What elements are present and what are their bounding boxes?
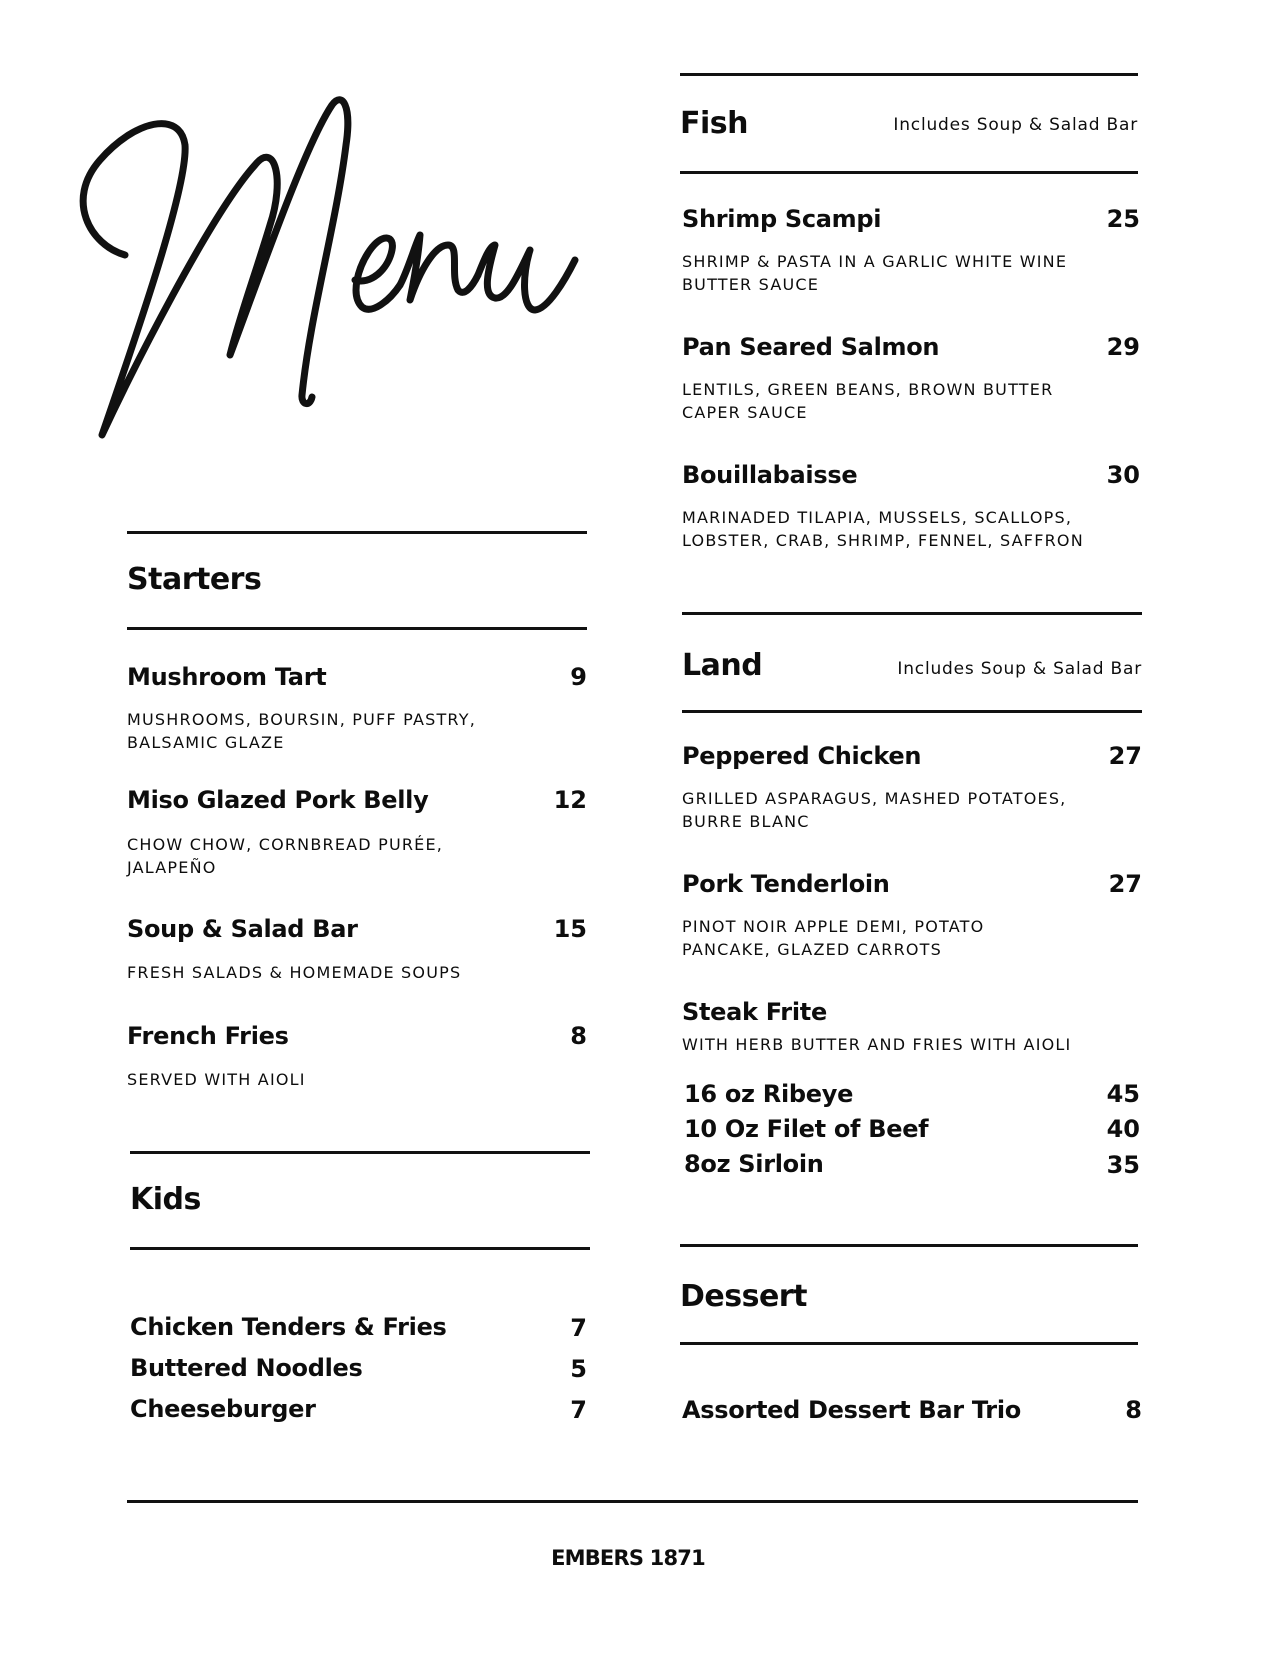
starters-bottom-rule — [127, 627, 587, 630]
land-bottom-rule — [682, 710, 1142, 713]
land-note: Includes Soup & Salad Bar — [897, 659, 1142, 679]
land-heading: Land — [682, 648, 763, 683]
steak-cut-name: 10 Oz Filet of Beef — [684, 1115, 929, 1143]
fish-heading: Fish — [680, 106, 748, 141]
fish-top-rule — [680, 73, 1138, 76]
fish-note: Includes Soup & Salad Bar — [893, 115, 1138, 135]
land-item-name: Pork Tenderloin — [682, 870, 890, 898]
starter-name: Miso Glazed Pork Belly — [127, 786, 429, 814]
fish-item-name: Bouillabaisse — [682, 461, 858, 489]
fish-item-price: 30 — [1106, 461, 1140, 489]
land-item-desc: PINOT NOIR APPLE DEMI, POTATO PANCAKE, GLAZED CARROTS — [682, 917, 985, 959]
starter-price: 15 — [553, 915, 587, 943]
steak-cut-price: 35 — [1106, 1151, 1140, 1179]
steak-cut-price: 40 — [1106, 1115, 1140, 1143]
steak-frite-name: Steak Frite — [682, 998, 827, 1026]
starter-desc: MUSHROOMS, BOURSIN, PUFF PASTRY, BALSAMIC GLAZE — [127, 710, 476, 752]
starter-name: Mushroom Tart — [127, 663, 327, 691]
kids-item-price: 7 — [570, 1396, 587, 1424]
kids-heading: Kids — [130, 1182, 201, 1217]
starters-heading: Starters — [127, 562, 262, 597]
starter-name: French Fries — [127, 1022, 289, 1050]
starters-top-rule — [127, 531, 587, 534]
fish-item-desc: SHRIMP & PASTA IN A GARLIC WHITE WINE BUTTER SAUCE — [682, 252, 1068, 294]
starter-price: 8 — [570, 1022, 587, 1050]
starter-desc: FRESH SALADS & HOMEMADE SOUPS — [127, 963, 462, 982]
dessert-heading: Dessert — [680, 1279, 807, 1314]
land-item-desc: GRILLED ASPARAGUS, MASHED POTATOES, BURRE BLANC — [682, 789, 1067, 831]
dessert-top-rule — [680, 1244, 1138, 1247]
kids-item-price: 7 — [570, 1314, 587, 1342]
fish-item-desc: LENTILS, GREEN BEANS, BROWN BUTTER CAPER SAUCE — [682, 380, 1054, 422]
kids-bottom-rule — [130, 1247, 590, 1250]
fish-item-name: Shrimp Scampi — [682, 205, 882, 233]
fish-item-price: 29 — [1106, 333, 1140, 361]
starter-desc: CHOW CHOW, CORNBREAD PURÉE, JALAPEÑO — [127, 835, 444, 877]
fish-bottom-rule — [680, 171, 1138, 174]
land-item-price: 27 — [1108, 742, 1142, 770]
kids-item-name: Buttered Noodles — [130, 1354, 363, 1382]
land-top-rule — [682, 612, 1142, 615]
steak-cut-price: 45 — [1106, 1080, 1140, 1108]
starter-name: Soup & Salad Bar — [127, 915, 358, 943]
dessert-item-price: 8 — [1125, 1396, 1142, 1424]
starter-price: 9 — [570, 663, 587, 691]
fish-item-desc: MARINADED TILAPIA, MUSSELS, SCALLOPS, LOBSTER, CRAB, SHRIMP, FENNEL, SAFFRON — [682, 508, 1084, 550]
land-item-name: Peppered Chicken — [682, 742, 922, 770]
menu-script-title — [70, 85, 610, 475]
restaurant-name: EMBERS 1871 — [551, 1546, 705, 1570]
steak-frite-desc: WITH HERB BUTTER AND FRIES WITH AIOLI — [682, 1035, 1072, 1054]
kids-top-rule — [130, 1151, 590, 1154]
steak-cut-name: 8oz Sirloin — [684, 1150, 824, 1178]
footer-rule — [127, 1500, 1138, 1503]
starter-price: 12 — [553, 786, 587, 814]
kids-item-name: Cheeseburger — [130, 1395, 316, 1423]
starter-desc: SERVED WITH AIOLI — [127, 1070, 306, 1089]
steak-cut-name: 16 oz Ribeye — [684, 1080, 854, 1108]
kids-item-name: Chicken Tenders & Fries — [130, 1313, 447, 1341]
dessert-item-name: Assorted Dessert Bar Trio — [682, 1396, 1021, 1424]
fish-item-price: 25 — [1106, 205, 1140, 233]
fish-item-name: Pan Seared Salmon — [682, 333, 940, 361]
kids-item-price: 5 — [570, 1355, 587, 1383]
land-item-price: 27 — [1108, 870, 1142, 898]
dessert-bottom-rule — [680, 1342, 1138, 1345]
